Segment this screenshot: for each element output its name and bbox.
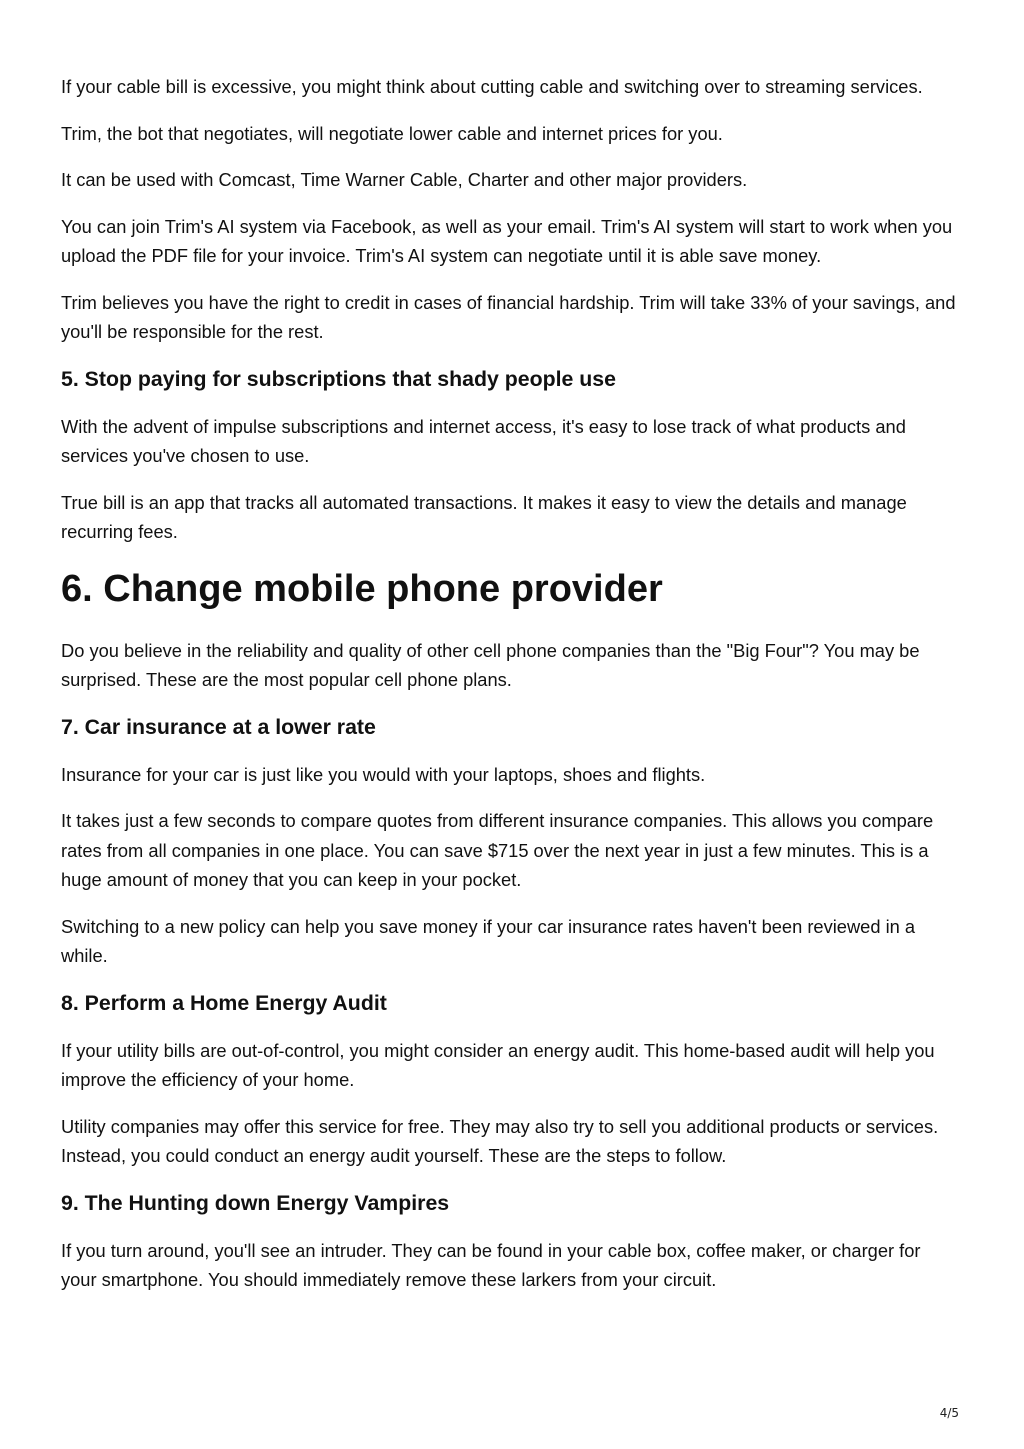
paragraph: True bill is an app that tracks all automated transactions. It makes it easy to view the details and manage recurring fees. [61,491,907,542]
document-body [61,72,961,1312]
major-heading: 6. Change mobile phone provider [61,567,663,610]
paragraph: Trim, the bot that negotiates, will negotiate lower cable and internet prices for you. [61,122,723,144]
section-heading: 9. The Hunting down Energy Vampires [61,1190,450,1215]
paragraph: Do you believe in the reliability and quality of other cell phone companies than the "Big Four"? You may be surprised. These are the most popular cell phone plans. [61,639,920,690]
paragraph: If you turn around, you'll see an intruder. They can be found in your cable box, coffee maker, or charger for your smartphone. You should immediately remove these larkers from your circuit. [61,1239,921,1290]
paragraph: Trim believes you have the right to credit in cases of financial hardship. Trim will take 33% of your savings, and you'll be responsible for the rest. [61,291,956,342]
paragraph: It takes just a few seconds to compare quotes from different insurance companies. This allows you compare rates from all companies in one place. You can save $715 over the next year in just a few minutes. This is a huge amount of money that you can keep in your pocket. [61,810,934,890]
section-heading: 5. Stop paying for subscriptions that shady people use [61,366,616,391]
paragraph: If your utility bills are out-of-control, you might consider an energy audit. This home-based audit will help you improve the efficiency of your home. [61,1039,935,1090]
page-number: 4/5 [939,1406,959,1420]
paragraph: If your cable bill is excessive, you might think about cutting cable and switching over to streaming services. [61,76,923,97]
paragraph: You can join Trim's AI system via Facebook, as well as your email. Trim's AI system will start to work when you upload the PDF file for your invoice. Trim's AI system can negotiate until it is able save money. [61,215,953,266]
paragraph: Switching to a new policy can help you save money if your car insurance rates haven't been reviewed in a while. [61,915,916,966]
section-heading: 8. Perform a Home Energy Audit [61,990,387,1015]
paragraph: Insurance for your car is just like you would with your laptops, shoes and flights. [61,763,706,785]
paragraph: It can be used with Comcast, Time Warner Cable, Charter and other major providers. [61,169,748,190]
paragraph: With the advent of impulse subscriptions and internet access, it's easy to lose track of what products and services you've chosen to use. [61,415,906,466]
paragraph: Utility companies may offer this service for free. They may also try to sell you additional products or services. Instead, you could conduct an energy audit yourself. These are the steps to follow. [61,1115,939,1166]
section-heading: 7. Car insurance at a lower rate [61,714,376,739]
